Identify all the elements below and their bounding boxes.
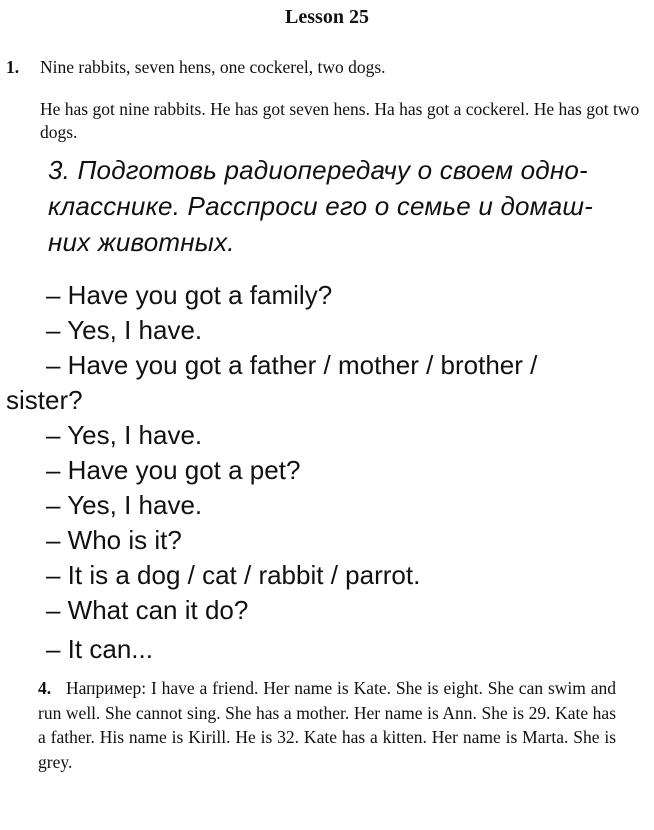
dialogue-line: – Yes, I have. (46, 420, 203, 450)
item-number: 1. (6, 57, 20, 77)
dialogue-line: – Yes, I have. (46, 490, 203, 520)
lesson-title: Lesson 25 (285, 6, 369, 28)
task-line: класснике. Расспроси его о семье и домаш- (48, 191, 594, 221)
item-text: He has got nine rabbits. He has got seven hens. Ha has got a cockerel. He has got two dogs. (40, 99, 640, 142)
dialogue-line: – Have you got a pet? (46, 455, 301, 485)
dialogue-line: – Who is it? (46, 525, 182, 555)
dialogue-line: sister? (6, 385, 83, 415)
dialogue-line: – What can it do? (46, 595, 249, 625)
answer-item-1 (6, 56, 636, 79)
dialogue-line: – Yes, I have. (46, 315, 203, 345)
answer-item-4 (38, 676, 616, 774)
dialogue-line: – It can... (46, 634, 153, 664)
item-text: Например: I have a friend. Her name is Kate. She is eight. She can swim and run well. She cannot sing. She has a mother. Her name is Ann. She is 29. Kate has a father. His name is Kirill. He is 32. Kate has a kitten. Her name is Marta. She is grey. (38, 678, 616, 772)
task-line: них животных. (48, 227, 235, 257)
task-3-instruction (48, 152, 648, 260)
dialogue-line: – Have you got a father / mother / brother / (46, 350, 538, 380)
dialogue-line: – Have you got a family? (46, 280, 333, 310)
dialogue-line: – It is a dog / cat / rabbit / parrot. (46, 560, 421, 590)
item-text: Nine rabbits, seven hens, one cockerel, two dogs. (40, 57, 386, 77)
task-line: 3. Подготовь радиопередачу о своем одно- (48, 155, 588, 185)
answer-item-2 (6, 98, 654, 144)
item-number (6, 98, 40, 121)
item-number: 4. (38, 678, 52, 698)
